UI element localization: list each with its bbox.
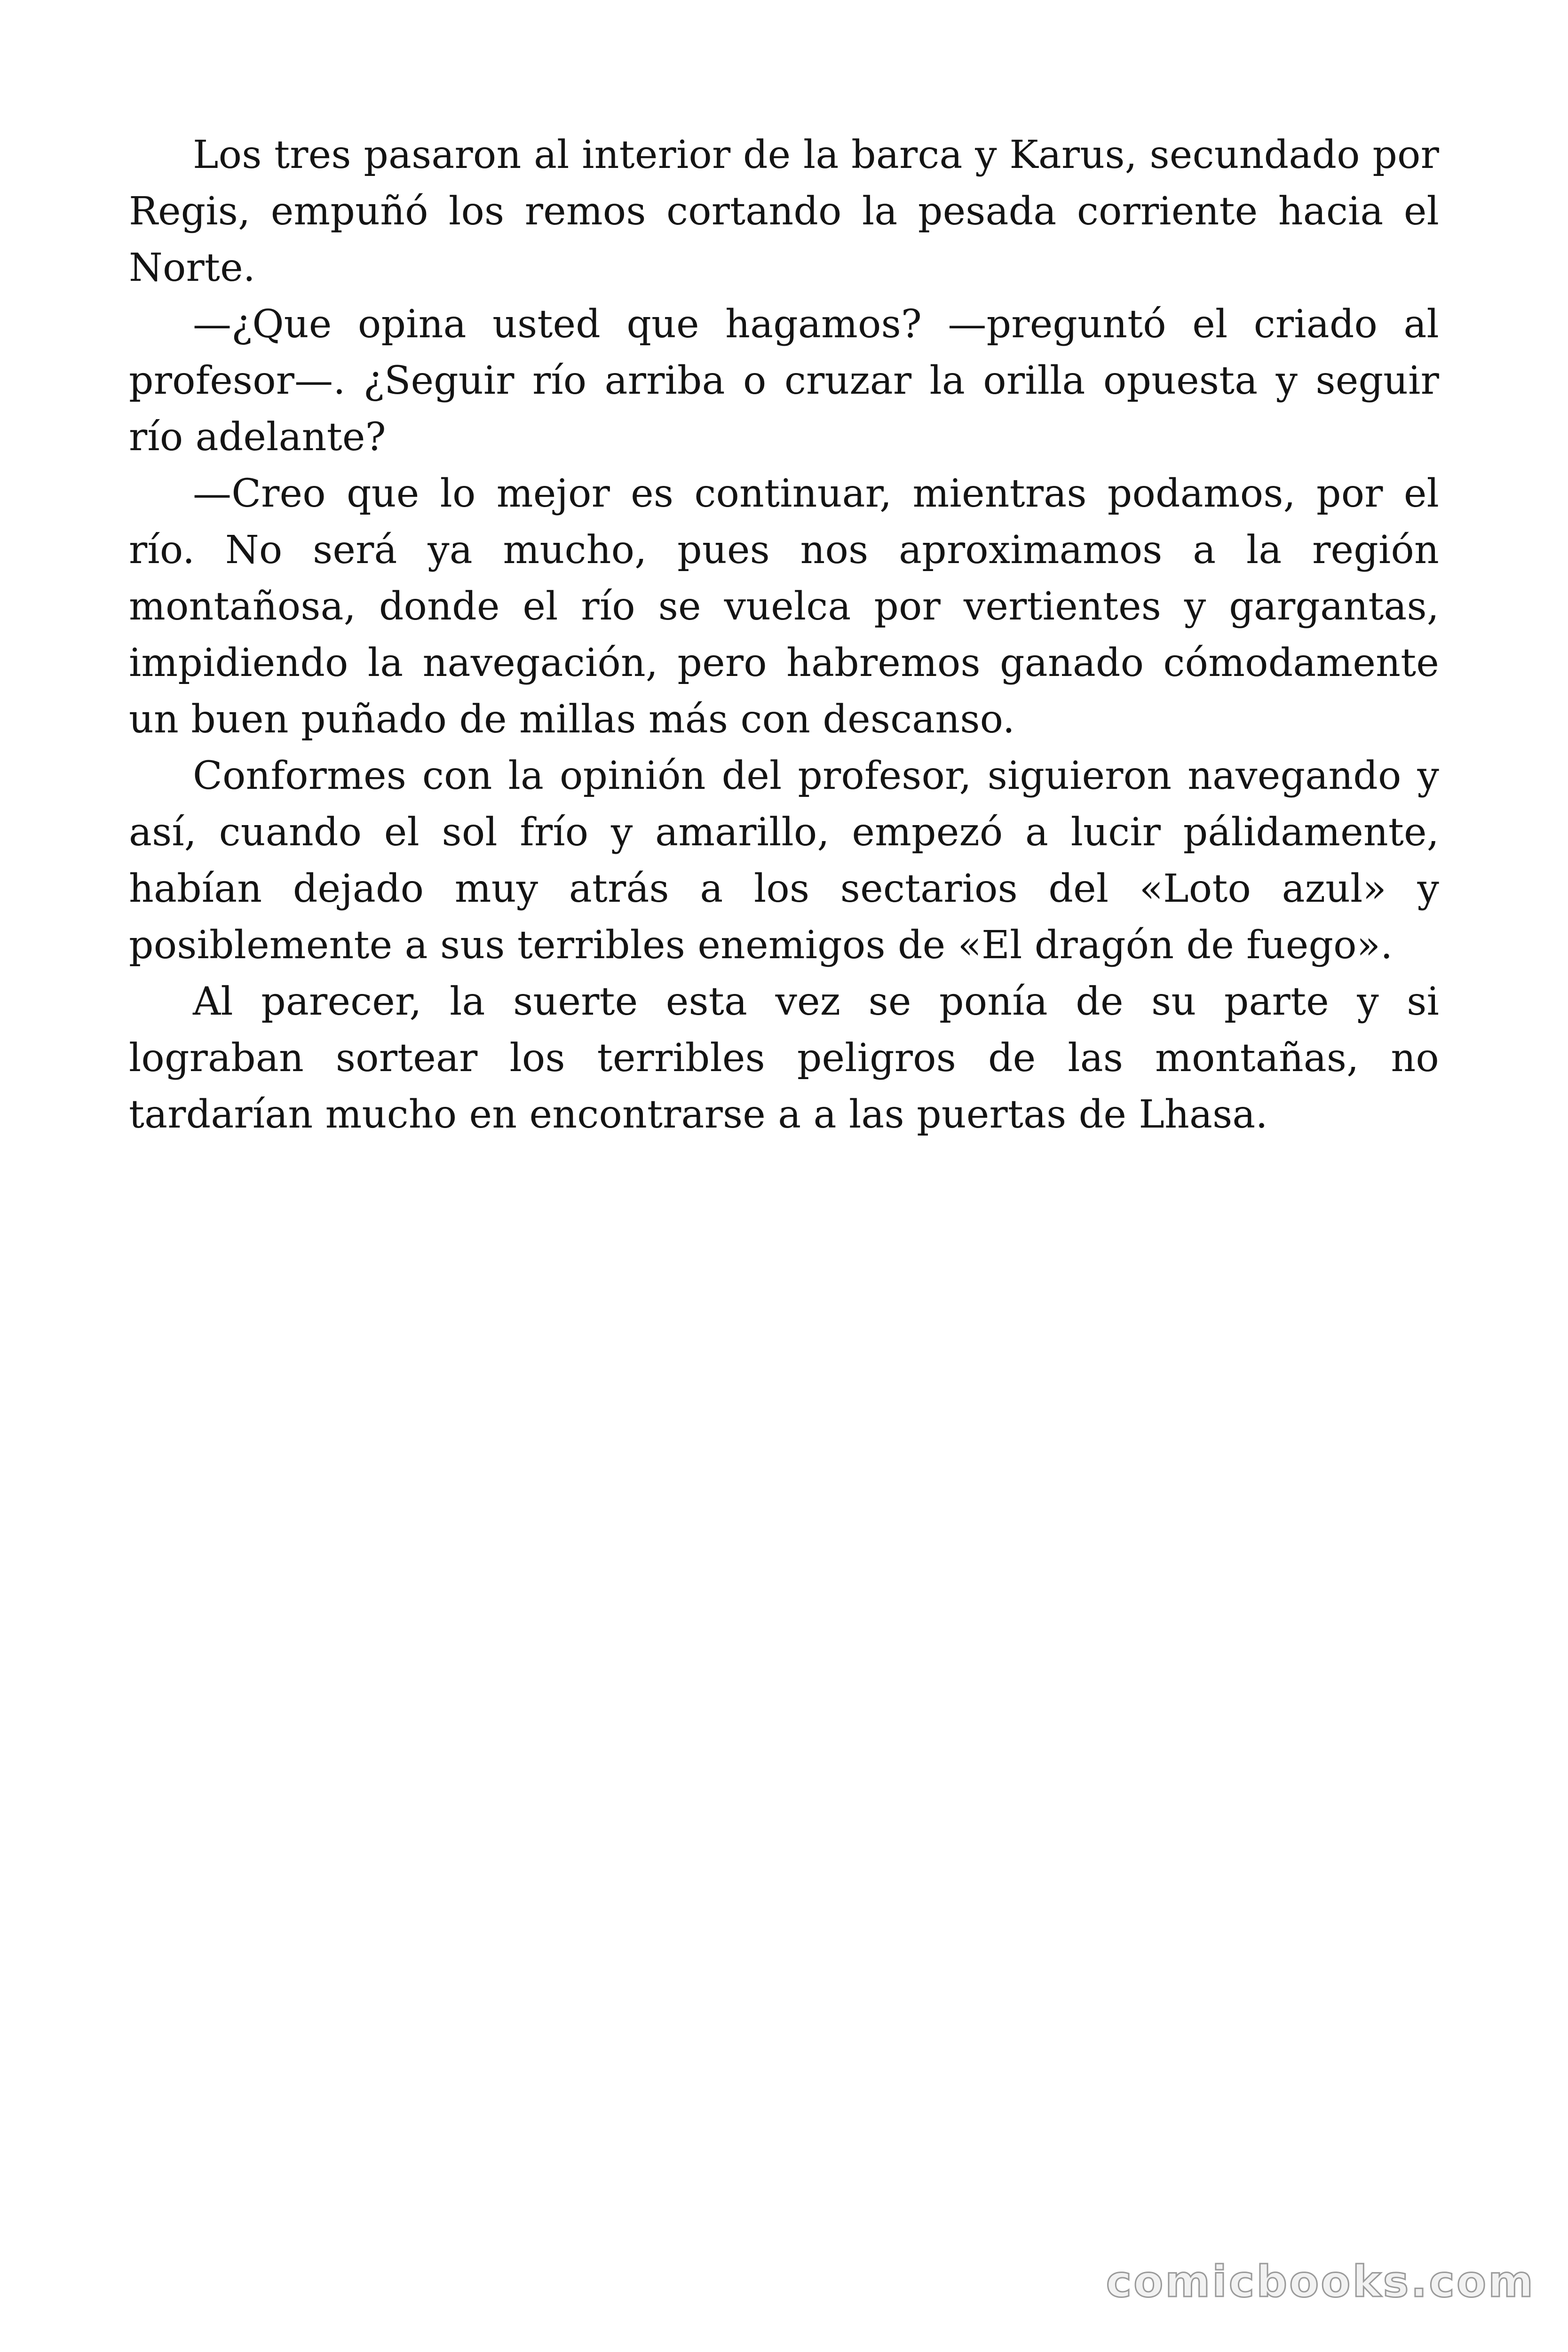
paragraph-4: Conformes con la opinión del profesor, siguieron navegando y así, cuando el sol frío y amarillo, empezó a lucir pálidamente, habían dejado muy atrás a los sectarios del «Loto azul» y posiblemente a sus terribles enemigos de «El dragón de fuego». — [129, 754, 1439, 968]
paragraph-5: Al parecer, la suerte esta vez se ponía de su parte y si lograban sortear los terribles peligros de las montañas, no tardarían mucho en encontrarse a a las puertas de Lhasa. — [129, 979, 1439, 1137]
paragraph-3: —Creo que lo mejor es continuar, mientras podamos, por el río. No será ya mucho, pues nos aproximamos a la región montañosa, donde el río se vuelca por vertientes y gargantas, impidiendo la navegación, pero habremos ganado cómodamente un buen puñado de millas más con descanso. — [129, 471, 1439, 742]
paragraph-2: —¿Que opina usted que hagamos? —preguntó el criado al profesor—. ¿Seguir río arriba o cruzar la orilla opuesta y seguir río adelante? — [129, 302, 1439, 460]
paragraph-1: Los tres pasaron al interior de la barca y Karus, secundado por Regis, empuñó los remos cortando la pesada corriente hacia el Norte. — [129, 133, 1439, 290]
page-body — [129, 127, 1439, 1143]
watermark-text: comicbooks.com — [1106, 2257, 1535, 2307]
